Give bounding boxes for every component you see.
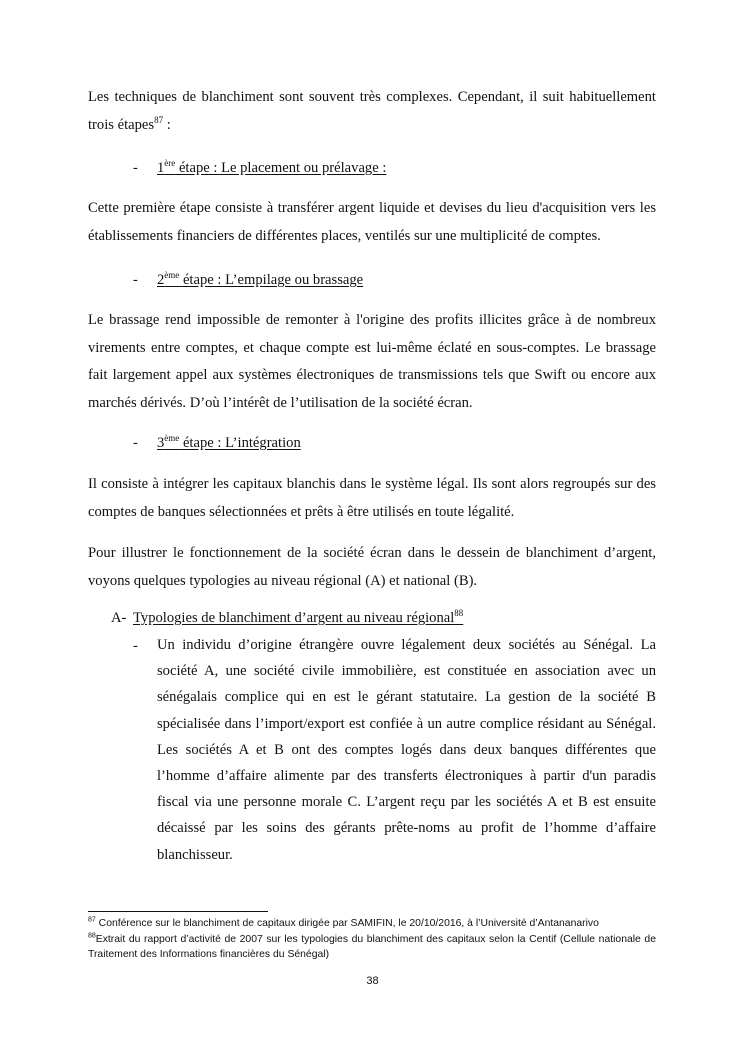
intro-tail: : bbox=[163, 116, 171, 133]
footnote-87-text: Conférence sur le blanchiment de capitaux dirigée par SAMIFIN, le 20/10/2016, à l’Université d’Antananarivo bbox=[95, 918, 599, 929]
step2-heading bbox=[157, 270, 363, 290]
step1-sup: ère bbox=[164, 158, 176, 169]
step2-dash: - bbox=[133, 272, 138, 288]
step2-num: 2 bbox=[157, 272, 165, 288]
intro-text: Les techniques de blanchiment sont souvent très complexes. Cependant, il suit habituellement trois étapes bbox=[88, 89, 656, 133]
footnote-ref-88[interactable]: 88 bbox=[454, 608, 464, 619]
illustration-paragraph: Pour illustrer le fonctionnement de la société écran dans le dessein de blanchiment d’argent, voyons quelques typologies au niveau régional (A) et national (B). bbox=[88, 545, 656, 589]
step1-title: étape : Le placement ou prélavage : bbox=[175, 160, 387, 176]
footnote-88 bbox=[88, 932, 656, 962]
sectionA-heading bbox=[133, 608, 463, 628]
step3-dash: - bbox=[133, 435, 138, 451]
step3-heading bbox=[157, 433, 301, 453]
step3-paragraph: Il consiste à intégrer les capitaux blanchis dans le système légal. Ils sont alors regroupés sur des comptes de banques sélectionnées et prêts à être utilisés en toute légalité. bbox=[88, 476, 656, 520]
step3-title: étape : L’intégration bbox=[179, 435, 301, 451]
footnote-ref-87[interactable]: 87 bbox=[154, 114, 164, 125]
footnote-separator bbox=[88, 911, 268, 912]
step2-sup: ème bbox=[164, 270, 180, 281]
footnote-87-num: 87 bbox=[88, 916, 96, 924]
footnote-87 bbox=[88, 916, 656, 931]
step2-title: étape : L’empilage ou brassage bbox=[179, 272, 364, 288]
step1-dash: - bbox=[133, 160, 138, 176]
step1-heading bbox=[157, 158, 386, 178]
step3-num: 3 bbox=[157, 435, 165, 451]
footnote-88-num: 88 bbox=[88, 932, 96, 940]
intro-paragraph bbox=[88, 84, 656, 139]
footnote-88-text: Extrait du rapport d’activité de 2007 sur les typologies du blanchiment des capitaux selon la Centif (Cellule nationale de Traitement des Informations financières du Sénégal) bbox=[88, 934, 656, 960]
page-number: 38 bbox=[366, 975, 379, 987]
sectionA-title: Typologies de blanchiment d’argent au niveau régional bbox=[133, 610, 455, 626]
sectionA-bullet-text: Un individu d’origine étrangère ouvre légalement deux sociétés au Sénégal. La société A, une société civile immobilière, est constituée en association avec un sénégalais complice qui en est le gérant statutaire. La gestion de la société B spécialisée dans l’import/export est confiée à un autre complice résidant au Sénégal. Les sociétés A et B ont des comptes logés dans deux banques différentes que l’homme d’affaire alimente par des transferts électroniques à partir d'un paradis fiscal via une personne morale C. L’argent reçu par les sociétés A et B est ensuite décaissé par les soins des gérants prête-noms au profit de l’homme d’affaire blanchisseur. bbox=[157, 637, 656, 863]
step1-num: 1 bbox=[157, 160, 165, 176]
step3-sup: ème bbox=[164, 433, 180, 444]
step1-paragraph: Cette première étape consiste à transférer argent liquide et devises du lieu d'acquisition vers les établissements financiers de différentes places, ventilés sur une multiplicité de comptes. bbox=[88, 200, 656, 244]
sectionA-bullet-dash: - bbox=[133, 638, 138, 654]
sectionA-prefix: A- bbox=[111, 610, 127, 626]
step2-paragraph: Le brassage rend impossible de remonter à l'origine des profits illicites grâce à de nombreux virements entre comptes, et chaque compte est lui-même éclaté en sous-comptes. Le brassage fait largement appel aux systèmes électroniques de transmissions tels que Swift ou encore aux marchés dérivés. D’où l’intérêt de l’utilisation de la société écran. bbox=[88, 312, 656, 411]
